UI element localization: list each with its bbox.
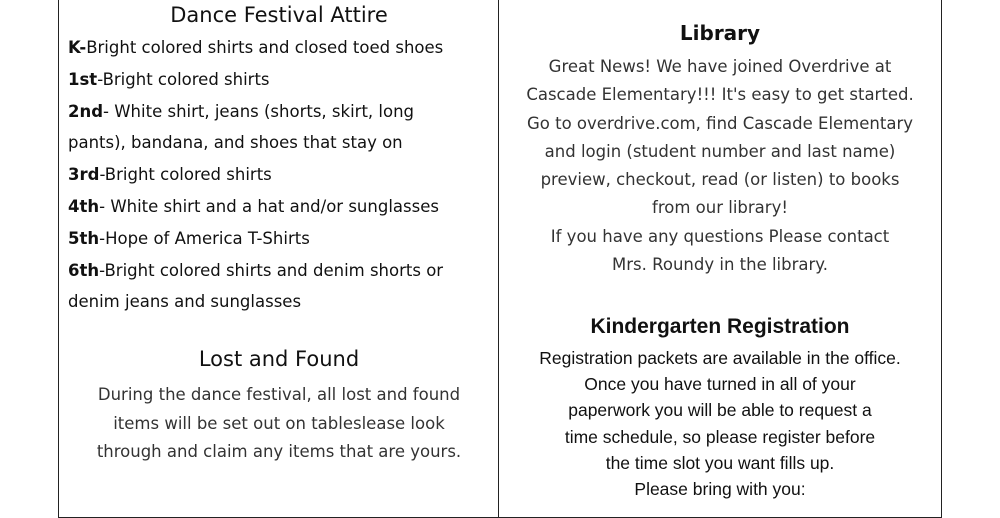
library-line: Go to overdrive.com, find Cascade Elementary [527,113,913,133]
left-newsletter-panel [58,0,500,518]
attire-text: -Bright colored shirts [99,165,272,185]
attire-item-k [68,32,443,64]
attire-list [68,32,443,318]
attire-text: denim jeans and sunglasses [68,292,302,312]
kinder-line: Once you have turned in all of your [584,374,856,395]
lost-line: During the dance festival, all lost and found [97,385,461,404]
grade-label: K- [68,38,87,57]
attire-text: pants), bandana, and shoes that stay on [68,133,403,153]
grade-label: 2nd [68,101,104,121]
grade-label: 4th [68,196,100,216]
library-body [499,53,941,279]
library-line: preview, checkout, read (or listen) to books [540,170,900,190]
kindergarten-registration-heading: Kindergarten Registration [590,315,850,338]
kinder-line: Registration packets are available in the office. [539,348,901,368]
attire-text: -Hope of America T-Shirts [99,228,310,248]
kinder-line: paperwork you will be able to request a [568,400,872,421]
grade-label: 3rd [68,165,100,185]
lost-line: items will be set out on tableslease look [113,413,445,433]
attire-item-2nd [68,96,443,128]
lost-and-found-body [59,381,499,467]
kinder-line: time schedule, so please register before [564,426,876,447]
library-line: If you have any questions Please contact [550,226,890,246]
grade-label: 5th [68,228,100,248]
grade-label: 1st [68,69,98,89]
right-newsletter-panel [498,0,942,518]
attire-text: Bright colored shirts and closed toed shoes [86,38,444,57]
lost-and-found-heading: Lost and Found [198,347,360,371]
attire-text: -Bright colored shirts [97,69,270,89]
attire-item-6th-cont [68,286,443,318]
attire-item-5th [68,223,443,255]
kinder-line: Please bring with you: [634,479,806,500]
dance-festival-heading: Dance Festival Attire [170,3,388,27]
lost-line: through and claim any items that are yours. [96,442,462,461]
attire-text: - White shirt and a hat and/or sunglasses [99,196,439,216]
library-line: Mrs. Roundy in the library. [612,255,828,275]
attire-text: -Bright colored shirts and denim shorts or [99,260,444,280]
attire-item-1st [68,64,443,96]
attire-item-3rd [68,159,443,191]
library-line: and login (student number and last name) [544,141,896,161]
attire-item-2nd-cont [68,127,443,159]
library-heading: Library [679,21,761,45]
kindergarten-registration-body [499,345,941,502]
library-line: Cascade Elementary!!! It's easy to get started. [526,85,914,105]
grade-label: 6th [68,260,100,280]
attire-item-6th [68,255,443,287]
library-line: from our library! [652,198,788,218]
kinder-line: the time slot you want fills up. [605,452,835,473]
attire-item-4th [68,191,443,223]
library-line: Great News! We have joined Overdrive at [548,57,892,76]
attire-text: - White shirt, jeans (shorts, skirt, long [103,101,415,121]
